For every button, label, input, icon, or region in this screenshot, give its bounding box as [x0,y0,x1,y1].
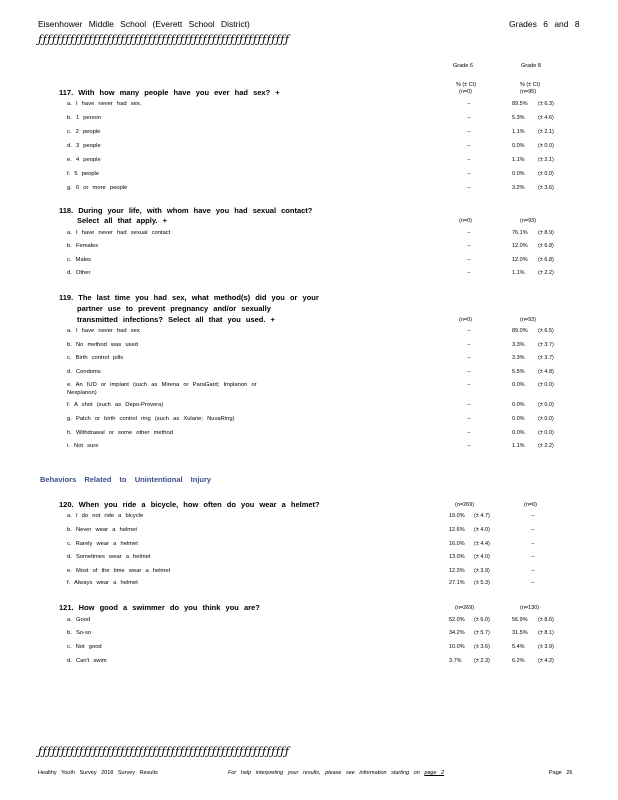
col-grade6-pct: % (± CI) [456,82,477,88]
question-120: 120. When you ride a bicycle, how often do you wear a helmet? [59,500,320,509]
question-121: 121. How good a swimmer do you think you are? [59,603,260,612]
grade8-value: -- [531,513,535,519]
grade6-value: -- [467,171,471,177]
grade6-ci: (± 3.9) [474,568,490,574]
header-grades: Grades 6 and 8 [509,19,580,29]
bottom-rule: ƒƒƒƒƒƒƒƒƒƒƒƒƒƒƒƒƒƒƒƒƒƒƒƒƒƒƒƒƒƒƒƒƒƒƒƒƒƒƒƒƒƒƒƒƒƒƒƒƒƒƒƒƒƒƒ [38,745,290,758]
grade8-value: -- [531,541,535,547]
question-119-line2: partner use to prevent pregnancy and/or sexually [77,304,271,313]
grade6-ci: (± 4.4) [474,541,490,547]
response-label: f. Always wear a helmet [67,580,138,586]
grade8-value: 3.3% [512,342,525,348]
grade8-value: 76.1% [512,230,528,236]
grade8-ci: (± 2.1) [538,157,554,163]
response-label: b. No method was used [67,342,138,348]
grade8-value: 0.0% [512,430,525,436]
footer-help-text: For help interpreting your results, please see information starting on [228,770,420,776]
grade6-value: -- [467,416,471,422]
response-label: d. Other [67,270,91,276]
grade8-ci: (± 2.2) [538,443,554,449]
question-117: 117. With how many people have you ever had sex? + [59,88,280,97]
grade6-value: 12.6% [449,527,465,533]
grade8-value: -- [531,527,535,533]
response-label: a. I do not ride a bicycle [67,513,144,519]
grade8-ci: (± 6.5) [538,328,554,334]
grade6-value: -- [467,257,471,263]
response-label: c. Not good [67,644,102,650]
grade6-value: -- [467,129,471,135]
grade8-value: 0.0% [512,171,525,177]
grade8-ci: (± 2.1) [538,129,554,135]
grade8-ci: (± 4.8) [538,369,554,375]
col-grade6: Grade 6 [453,63,473,69]
grade8-value: 12.0% [512,257,528,263]
grade8-ci: (± 8.6) [538,617,554,623]
grade6-value: -- [467,342,471,348]
grade8-ci: (± 3.7) [538,355,554,361]
response-label: b. So-so [67,630,92,636]
response-label: d. Condoms [67,369,101,375]
header-school: Eisenhower Middle School (Everett School District) [38,19,250,29]
grade6-value: 34.2% [449,630,465,636]
grade8-ci: (± 0.0) [538,382,554,388]
response-label: b. Females [67,243,99,249]
footer-left: Healthy Youth Survey 2018 Survey Results [38,770,158,776]
grade8-ci: (± 6.3) [538,101,554,107]
grade8-value: 1.1% [512,270,525,276]
grade6-value: -- [467,115,471,121]
q117-n8: (n=95) [520,89,537,95]
grade6-value: 12.3% [449,568,465,574]
grade6-ci: (± 4.7) [474,513,490,519]
grade8-ci: (± 8.1) [538,630,554,636]
grade6-value: -- [467,101,471,107]
response-label: a. I have never had sex. [67,101,142,107]
grade8-ci: (± 0.0) [538,171,554,177]
response-label: d. 3 people [67,143,101,149]
grade8-ci: (± 0.0) [538,402,554,408]
grade8-value: 1.1% [512,443,525,449]
response-label: e. 4 people [67,157,101,163]
grade6-value: 19.0% [449,513,465,519]
grade8-ci: (± 0.0) [538,430,554,436]
grade6-ci: (± 4.0) [474,527,490,533]
grade8-value: 1.1% [512,129,525,135]
grade8-value: 89.5% [512,101,528,107]
q117-n6: (n=0) [459,89,472,95]
grade6-value: -- [467,243,471,249]
question-118-line1: 118. During your life, with whom have you had sexual contact? [59,206,313,215]
footer-middle [228,770,444,776]
response-label: d. Sometimes wear a helmet [67,554,151,560]
grade8-value: 0.0% [512,402,525,408]
grade8-ci: (± 4.6) [538,115,554,121]
q119-n8: (n=93) [520,317,537,323]
response-label: c. 2 people [67,129,101,135]
grade8-ci: (± 0.0) [538,416,554,422]
grade8-ci: (± 2.2) [538,270,554,276]
grade6-value: -- [467,270,471,276]
top-rule: ƒƒƒƒƒƒƒƒƒƒƒƒƒƒƒƒƒƒƒƒƒƒƒƒƒƒƒƒƒƒƒƒƒƒƒƒƒƒƒƒƒƒƒƒƒƒƒƒƒƒƒƒƒƒƒ [38,33,290,46]
grade6-value: -- [467,430,471,436]
grade8-value: 5.3% [512,115,525,121]
response-label: e. Most of the time wear a helmet [67,568,171,574]
grade8-value: 89.0% [512,328,528,334]
q120-n8: (n=0) [524,502,537,508]
response-label: c. Males [67,257,92,263]
grade8-value: -- [531,568,535,574]
grade6-value: 16.0% [449,541,465,547]
response-label: f. 5 people [67,171,100,177]
response-label: g. 6 or more people [67,185,128,191]
question-119-line1: 119. The last time you had sex, what method(s) did you or your [59,293,319,302]
grade8-ci: (± 8.9) [538,230,554,236]
grade6-value: -- [467,328,471,334]
q118-n8: (n=93) [520,218,537,224]
grade6-ci: (± 2.3) [474,658,490,664]
grade6-value: -- [467,369,471,375]
grade6-ci: (± 6.0) [474,617,490,623]
question-118-line2: Select all that apply. + [77,216,168,225]
grade8-ci: (± 6.8) [538,243,554,249]
grade6-value: -- [467,143,471,149]
grade8-value: -- [531,580,535,586]
col-grade8-pct: % (± CI) [520,82,541,88]
grade6-ci: (± 4.0) [474,554,490,560]
response-label: b. 1 person [67,115,102,121]
grade8-ci: (± 3.7) [538,342,554,348]
col-grade8: Grade 8 [521,63,541,69]
grade8-ci: (± 0.0) [538,143,554,149]
grade8-value: 5.4% [512,644,525,650]
grade8-value: 6.2% [512,658,525,664]
grade6-ci: (± 5.7) [474,630,490,636]
section-heading: Behaviors Related to Unintentional Injury [40,475,212,484]
grade6-value: -- [467,402,471,408]
response-label: c. Rarely wear a helmet [67,541,138,547]
grade8-ci: (± 3.6) [538,185,554,191]
response-label: i. Not sure [67,443,99,449]
response-label: h. Withdrawal or some other method [67,430,173,436]
grade6-value: -- [467,185,471,191]
grade8-value: 0.0% [512,382,525,388]
grade6-value: -- [467,230,471,236]
grade6-value: 10.0% [449,644,465,650]
grade6-value: 13.0% [449,554,465,560]
grade6-value: -- [467,382,471,388]
response-label: a. I have never had sex [67,328,140,334]
response-label: a. Good [67,617,91,623]
response-label: f. A shot (such as Depo-Provera) [67,402,164,408]
grade6-value: 27.1% [449,580,465,586]
q120-n6: (n=269) [455,502,475,508]
grade8-value: 12.0% [512,243,528,249]
grade8-value: 0.0% [512,416,525,422]
response-label: b. Never wear a helmet [67,527,137,533]
grade8-value: 56.9% [512,617,528,623]
grade6-ci: (± 3.6) [474,644,490,650]
grade6-value: -- [467,157,471,163]
footer-page-number: Page 26 [549,770,573,776]
response-label: c. Birth control pills [67,355,124,361]
grade6-value: 3.7% [449,658,462,664]
q121-n6: (n=269) [455,605,475,611]
q118-n6: (n=0) [459,218,472,224]
response-label: e. An IUD or implant (such as Mirena or ParaGard; Implanon or [67,382,257,388]
grade8-value: 3.3% [512,355,525,361]
grade6-value: -- [467,443,471,449]
grade8-value: 0.0% [512,143,525,149]
response-label: d. Can't swim [67,658,107,664]
grade8-value: 3.2% [512,185,525,191]
footer-page-link[interactable]: page 2 [424,770,445,776]
q121-n8: (n=130) [520,605,540,611]
q119-n6: (n=0) [459,317,472,323]
grade8-value: 1.1% [512,157,525,163]
grade8-value: 31.5% [512,630,528,636]
grade6-ci: (± 5.3) [474,580,490,586]
grade8-value: -- [531,554,535,560]
response-label: a. I have never had sexual contact [67,230,171,236]
grade8-ci: (± 3.9) [538,644,554,650]
grade8-value: 5.5% [512,369,525,375]
grade6-value: -- [467,355,471,361]
grade8-ci: (± 6.8) [538,257,554,263]
question-119-line3: transmitted infections? Select all that you used. + [77,315,275,324]
response-label-cont: Nexplanon) [67,390,97,396]
grade8-ci: (± 4.2) [538,658,554,664]
response-label: g. Patch or birth control ring (such as Xulane; NuvaRing) [67,416,235,422]
grade6-value: 52.0% [449,617,465,623]
